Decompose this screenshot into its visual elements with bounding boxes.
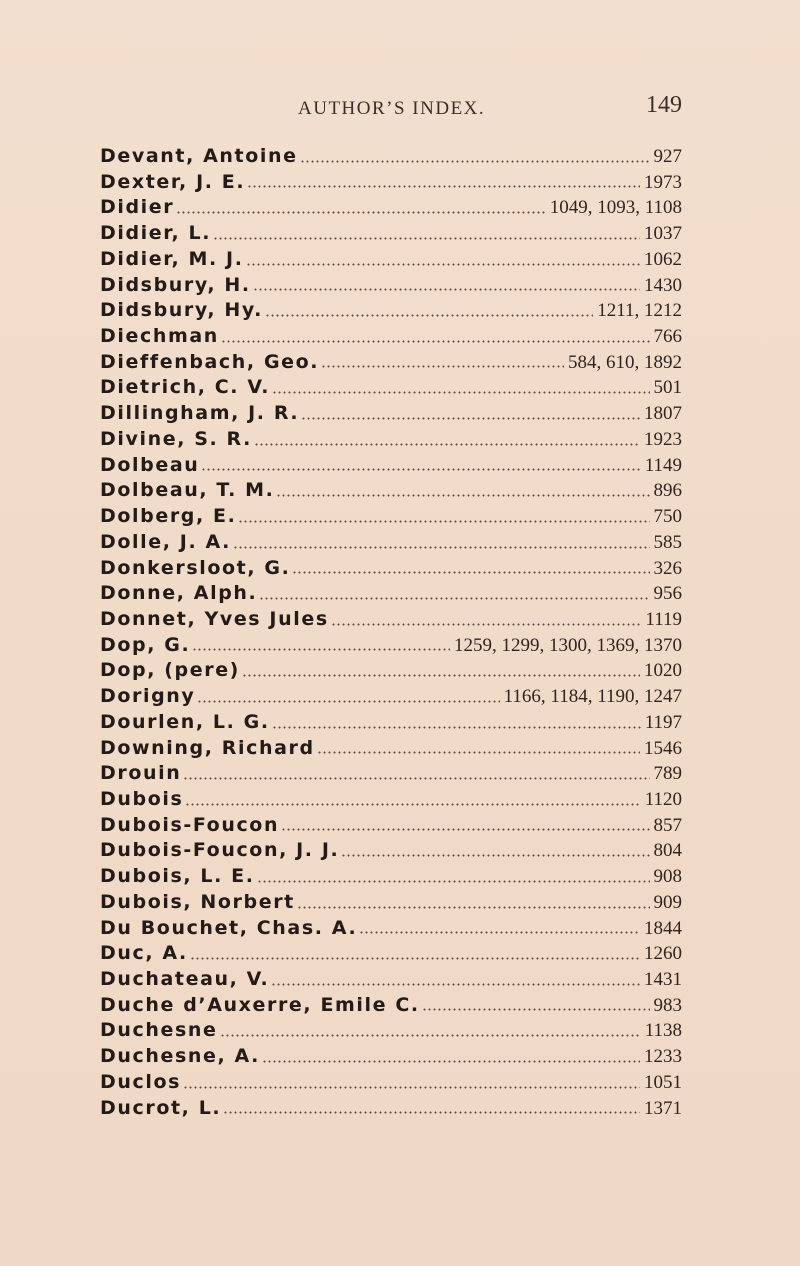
- dot-leader: [265, 312, 593, 319]
- index-entry: [100, 1071, 682, 1097]
- index-entry: [100, 659, 682, 685]
- index-entry: [100, 376, 682, 402]
- index-entry: [100, 582, 682, 608]
- page-references: 585: [653, 531, 682, 553]
- dot-leader: [317, 749, 640, 756]
- author-name: Dolbeau, T. M.: [100, 479, 275, 502]
- index-entry: [100, 634, 682, 660]
- page-references: 1062: [644, 248, 682, 270]
- page-references: 789: [653, 763, 682, 785]
- dot-leader: [272, 389, 649, 396]
- author-name: Dolberg, E.: [100, 505, 237, 528]
- dot-leader: [185, 801, 640, 808]
- index-entry: [100, 994, 682, 1020]
- page-references: 804: [653, 840, 682, 862]
- dot-leader: [300, 158, 650, 165]
- index-entry: [100, 325, 682, 351]
- dot-leader: [321, 363, 564, 370]
- page-references: 1430: [644, 274, 682, 296]
- page-references: 1166, 1184, 1190, 1247: [503, 686, 682, 708]
- dot-leader: [221, 338, 650, 345]
- index-entry: [100, 865, 682, 891]
- index-entry: [100, 479, 682, 505]
- index-entry: [100, 505, 682, 531]
- index-entry: [100, 762, 682, 788]
- author-name: Didier, M. J.: [100, 247, 244, 270]
- page-references: 584, 610, 1892: [568, 351, 682, 373]
- index-entry: [100, 685, 682, 711]
- dot-leader: [192, 646, 450, 653]
- dot-leader: [197, 698, 499, 705]
- page-references: 1138: [644, 1020, 682, 1042]
- author-name: Didsbury, Hy.: [100, 299, 263, 322]
- dot-leader: [301, 415, 640, 422]
- dot-leader: [213, 235, 640, 242]
- dot-leader: [201, 466, 640, 473]
- index-entry: [100, 299, 682, 325]
- index-entry: [100, 814, 682, 840]
- dot-leader: [257, 878, 650, 885]
- dot-leader: [422, 1006, 650, 1013]
- author-name: Du Bouchet, Chas. A.: [100, 916, 358, 939]
- dot-leader: [341, 852, 649, 859]
- page-references: 1233: [644, 1046, 682, 1068]
- index-entry: [100, 917, 682, 943]
- page-references: 1923: [644, 428, 682, 450]
- index-entry: [100, 788, 682, 814]
- dot-leader: [242, 672, 640, 679]
- dot-leader: [331, 621, 642, 628]
- index-entry: [100, 608, 682, 634]
- author-name: Dieffenbach, Geo.: [100, 350, 320, 373]
- index-entry: [100, 402, 682, 428]
- page-references: 1020: [644, 660, 682, 682]
- dot-leader: [359, 929, 640, 936]
- page-references: 1051: [644, 1071, 682, 1093]
- page-references: 1049, 1093, 1108: [549, 197, 682, 219]
- dot-leader: [271, 981, 640, 988]
- page-references: 909: [653, 891, 682, 913]
- page-references: 1546: [644, 737, 682, 759]
- page-references: 766: [653, 326, 682, 348]
- page-references: 1371: [644, 1097, 682, 1119]
- author-name: Dubois: [100, 787, 184, 810]
- author-name: Dillingham, J. R.: [100, 402, 300, 425]
- author-name: Duchesne, A.: [100, 1045, 261, 1068]
- dot-leader: [176, 209, 545, 216]
- author-name: Donnet, Yves Jules: [100, 607, 329, 630]
- page-references: 1973: [644, 171, 682, 193]
- author-name: Dubois, Norbert: [100, 890, 295, 913]
- index-entry: [100, 557, 682, 583]
- author-name: Divine, S. R.: [100, 427, 252, 450]
- author-name: Dubois-Foucon: [100, 813, 280, 836]
- author-name: Duche d’Auxerre, Emile C.: [100, 993, 420, 1016]
- page-references: 750: [653, 506, 682, 528]
- author-name: Dubois, L. E.: [100, 865, 255, 888]
- index-entry: [100, 428, 682, 454]
- page-references: 1431: [644, 969, 682, 990]
- page-references: 1197: [644, 711, 682, 733]
- dot-leader: [220, 1032, 641, 1039]
- dot-leader: [246, 261, 640, 268]
- dot-leader: [190, 955, 640, 962]
- dot-leader: [297, 904, 650, 911]
- index-entry: [100, 248, 682, 274]
- page-references: 1149: [644, 454, 682, 476]
- author-name: Dourlen, L. G.: [100, 710, 270, 733]
- author-name: Devant, Antoine: [100, 145, 298, 167]
- page-header: [100, 92, 682, 122]
- page-references: 1120: [644, 788, 682, 810]
- author-name: Duclos: [100, 1070, 182, 1093]
- author-name: Dop, (pere): [100, 659, 240, 682]
- author-name: Ducrot, L.: [100, 1096, 222, 1119]
- author-name: Duchateau, V.: [100, 968, 270, 990]
- dot-leader: [272, 724, 641, 731]
- index-entry: [100, 531, 682, 557]
- index-entry: [100, 737, 682, 763]
- page-references: 983: [653, 994, 682, 1016]
- page-references: 326: [653, 557, 682, 579]
- author-name: Donne, Alph.: [100, 582, 258, 605]
- dot-leader: [247, 183, 640, 190]
- author-name: Dorigny: [100, 685, 196, 708]
- author-name: Duchesne: [100, 1019, 218, 1042]
- page-references: 1844: [644, 917, 682, 939]
- author-name: Didier: [100, 196, 175, 219]
- index-entry: [100, 171, 682, 197]
- index-entry: [100, 145, 682, 171]
- author-name: Dubois-Foucon, J. J.: [100, 839, 340, 862]
- page-references: 1807: [644, 403, 682, 425]
- dot-leader: [262, 1058, 640, 1065]
- dot-leader: [183, 1084, 640, 1091]
- index-entry: [100, 454, 682, 480]
- index-entry: [100, 1045, 682, 1071]
- page-references: 908: [653, 866, 682, 888]
- page-references: 1119: [645, 608, 682, 630]
- dot-leader: [281, 826, 649, 833]
- dot-leader: [253, 286, 640, 293]
- page-references: 1259, 1299, 1300, 1369, 1370: [454, 634, 682, 656]
- page-references: 501: [653, 377, 682, 399]
- dot-leader: [276, 492, 649, 499]
- author-name: Donkersloot, G.: [100, 556, 291, 579]
- index-entry: [100, 351, 682, 377]
- index-entry: [100, 1097, 682, 1123]
- author-name: Didier, L.: [100, 222, 212, 245]
- index-entry: [100, 222, 682, 248]
- page-references: 896: [653, 480, 682, 502]
- index-entry: [100, 942, 682, 968]
- author-name: Duc, A.: [100, 942, 188, 965]
- page-references: 927: [653, 146, 682, 167]
- page-references: 1211, 1212: [597, 300, 682, 322]
- author-name: Diechman: [100, 325, 219, 348]
- author-name: Dietrich, C. V.: [100, 376, 271, 399]
- author-name: Downing, Richard: [100, 736, 315, 759]
- page-references: 857: [653, 814, 682, 836]
- index-entry: [100, 839, 682, 865]
- author-name: Dexter, J. E.: [100, 170, 246, 193]
- running-title: AUTHOR’S INDEX.: [298, 98, 486, 119]
- author-name: Dop, G.: [100, 633, 191, 656]
- index-entry: [100, 891, 682, 917]
- author-name: Didsbury, H.: [100, 273, 251, 296]
- author-name: Dolle, J. A.: [100, 530, 231, 553]
- index-entry: [100, 1019, 682, 1045]
- dot-leader: [259, 595, 649, 602]
- author-name: Dolbeau: [100, 453, 200, 476]
- page-references: 1260: [644, 943, 682, 965]
- page-references: 1037: [644, 223, 682, 245]
- index-entry: [100, 711, 682, 737]
- author-index-list: [100, 145, 682, 1122]
- index-entry: [100, 274, 682, 300]
- page-number: 149: [646, 92, 682, 118]
- index-entry: [100, 196, 682, 222]
- dot-leader: [223, 1109, 640, 1116]
- page-references: 956: [653, 583, 682, 605]
- dot-leader: [238, 518, 649, 525]
- dot-leader: [292, 569, 649, 576]
- dot-leader: [254, 441, 640, 448]
- dot-leader: [183, 775, 649, 782]
- index-entry: [100, 968, 682, 994]
- dot-leader: [233, 544, 650, 551]
- author-name: Drouin: [100, 762, 182, 785]
